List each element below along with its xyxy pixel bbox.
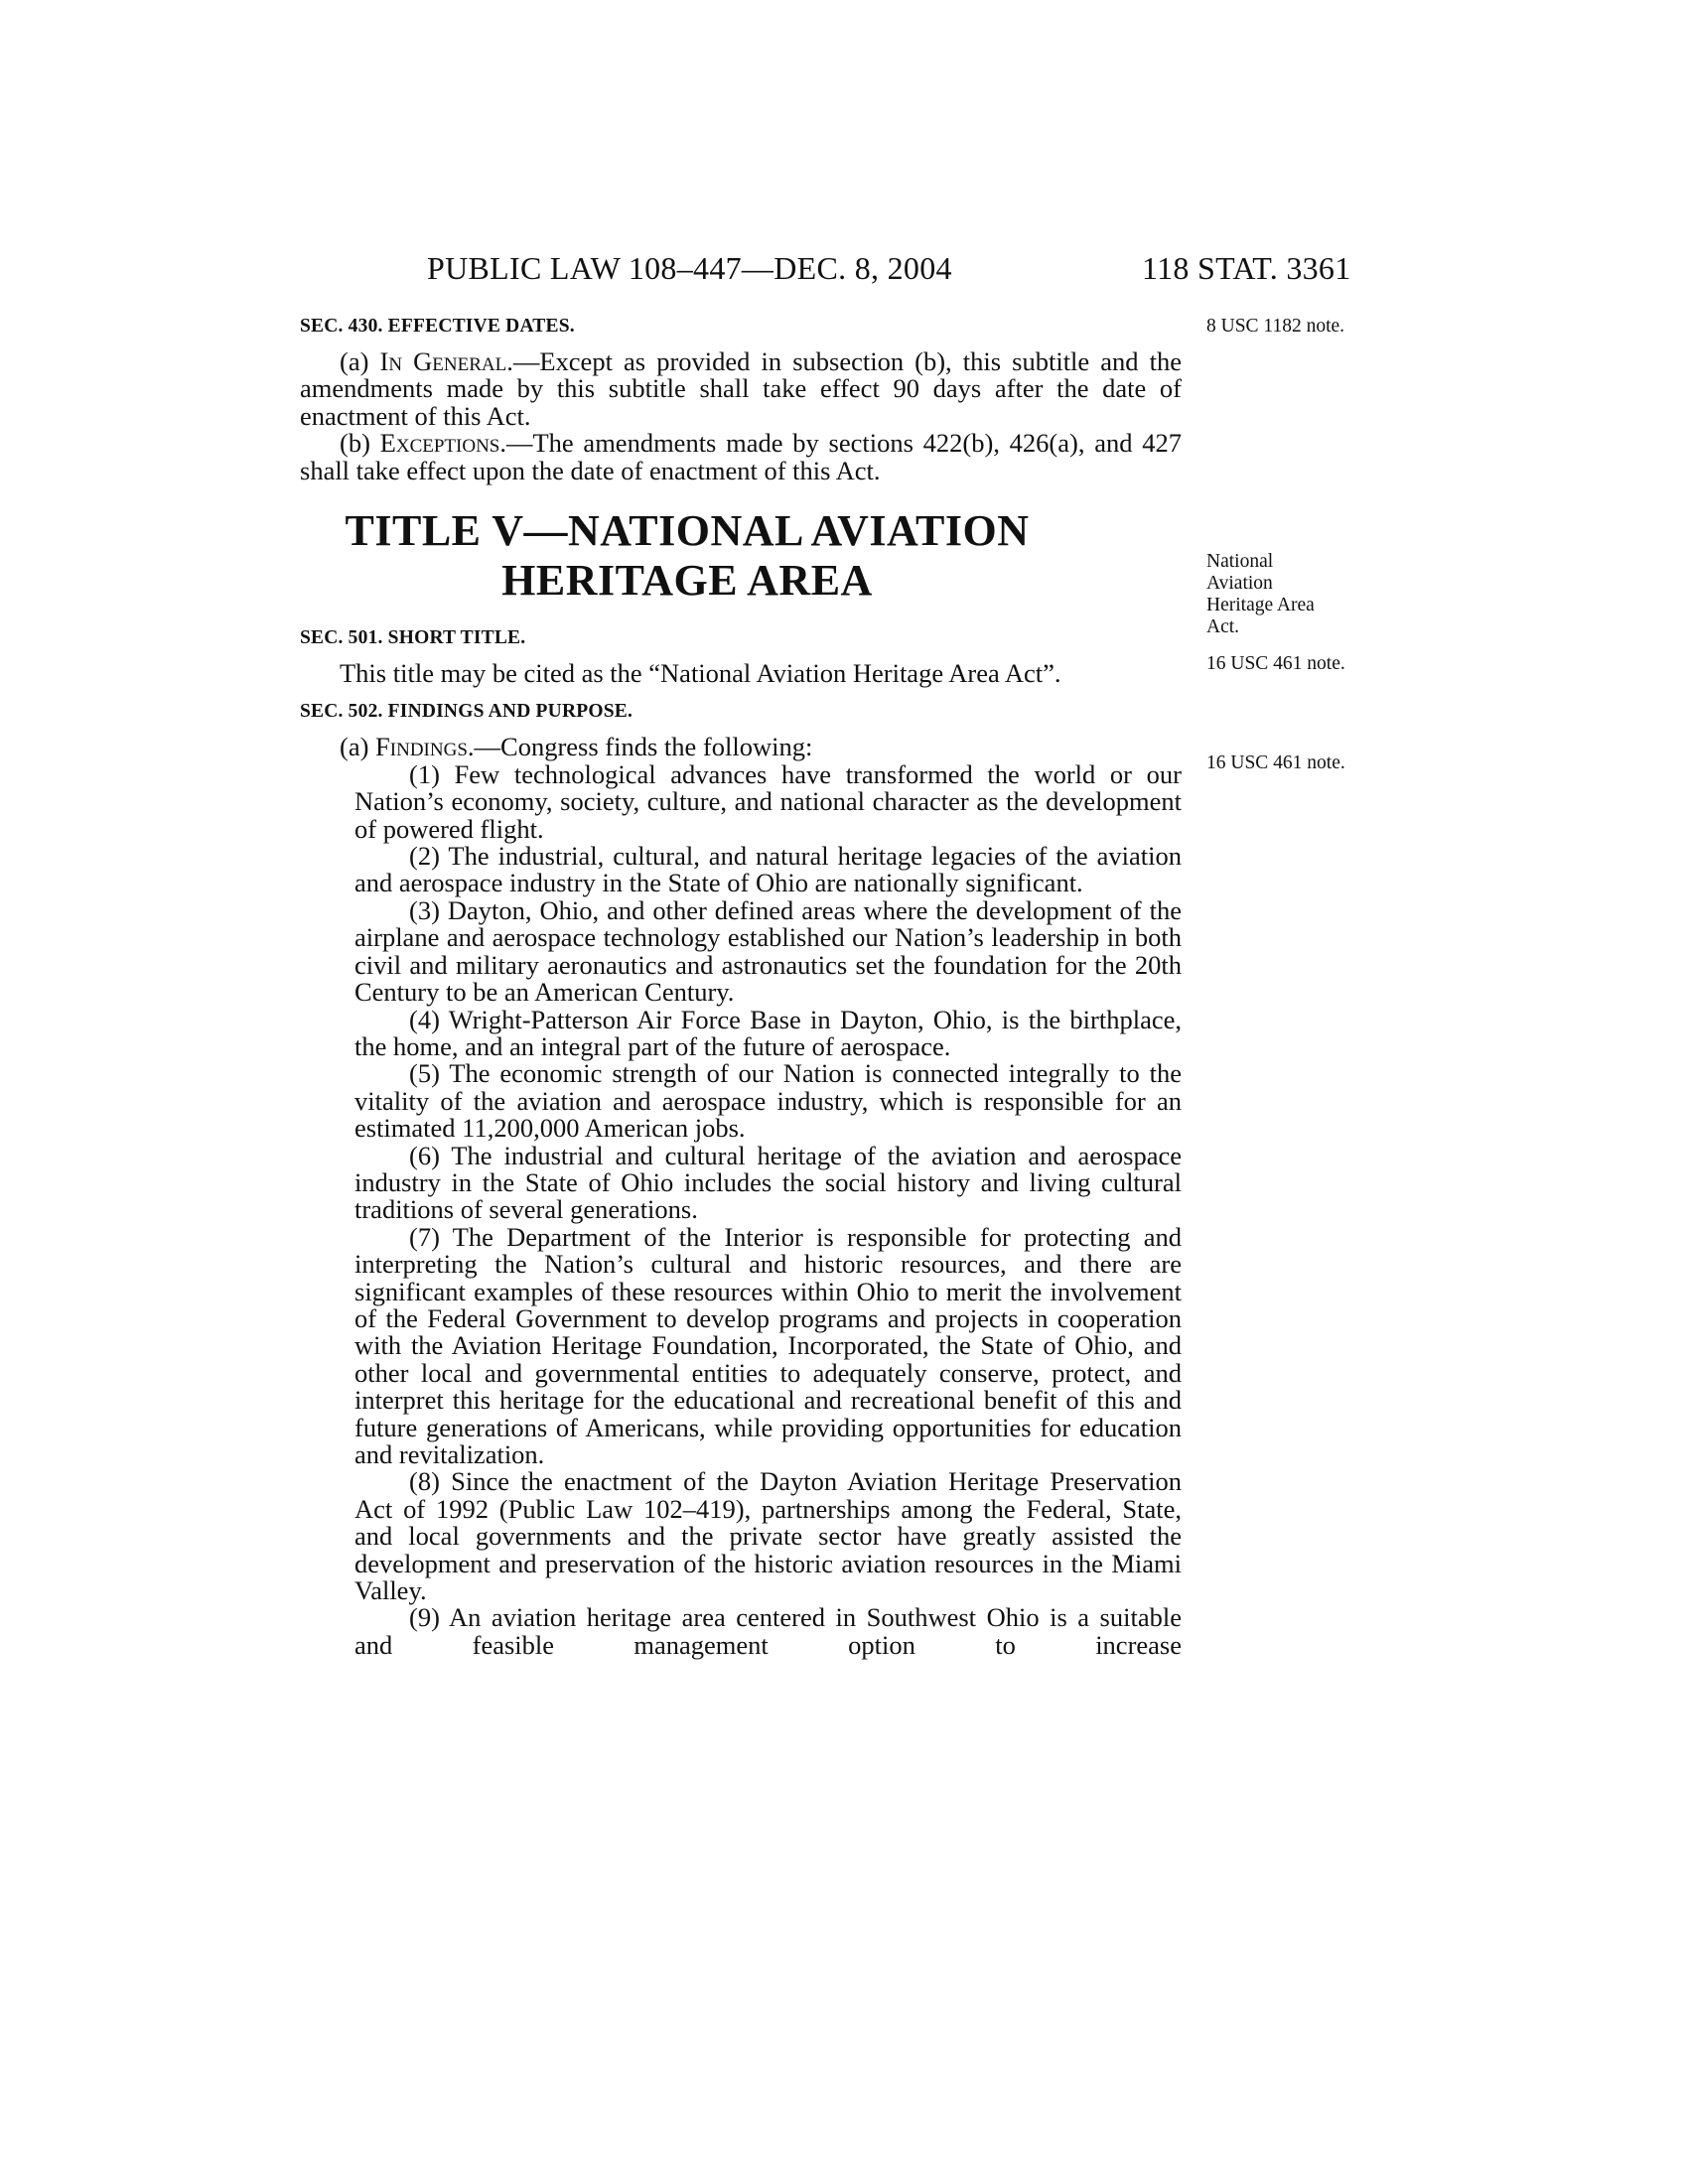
main-column: [300, 316, 1182, 1659]
finding-item: (2) The industrial, cultural, and natural heritage legacies of the aviation and aerospace industry in the State of Ohio are nationally significant.: [354, 841, 1182, 898]
paragraph-text: .—Except as provided in subsection (b), this subtitle and the amendments made by this subtitle shall take effect 90 days after the date of enactment of this Act.: [300, 346, 1182, 431]
title-heading: [300, 506, 1074, 606]
paragraph-caption: Findings: [375, 732, 468, 762]
paragraph-502-a: [300, 734, 1182, 760]
margin-note-line: Heritage Area: [1206, 595, 1315, 615]
running-head-stat: 118 STAT. 3361: [1142, 250, 1351, 286]
paragraph-text: .—Congress finds the following:: [467, 732, 813, 762]
margin-note-short-title: [1206, 551, 1405, 638]
finding-item: (5) The economic strength of our Nation is connected integrally to the vitality of the aviation and aerospace industry, which is responsible for an estimated 11,200,000 American jobs.: [354, 1058, 1182, 1144]
section-heading-502: SEC. 502. FINDINGS AND PURPOSE.: [300, 701, 633, 723]
finding-item: (4) Wright-Patterson Air Force Base in Dayton, Ohio, is the birthplace, the home, and an integral part of the future of aerospace.: [354, 1004, 1182, 1061]
finding-item: (3) Dayton, Ohio, and other defined areas where the development of the airplane and aerospace technology established our Nation’s leadership in both civil and military aeronautics and astronautics set the foundation for the 20th Century to be an American Century.: [354, 894, 1182, 1008]
running-head-law: PUBLIC LAW 108–447—DEC. 8, 2004: [427, 250, 952, 286]
finding-item: (6) The industrial and cultural heritage of the aviation and aerospace industry in the State of Ohio includes the social history and living cultural traditions of several generations.: [354, 1140, 1182, 1225]
paragraph-430-a: [300, 348, 1182, 430]
paragraph-label: (a): [340, 346, 380, 376]
section-heading-501: SEC. 501. SHORT TITLE.: [300, 627, 526, 649]
margin-note-line: Aviation: [1206, 573, 1273, 594]
finding-item: (7) The Department of the Interior is responsible for protecting and interpreting the Nation’s cultural and historic resources, and there are significant examples of these resources within Ohio to merit the involvement of the Federal Government to develop programs and projects in cooperation with the Aviation Heritage Foundation, Incorporated, the State of Ohio, and other local and governmental entities to adequately conserve, protect, and interpret this heritage for the educational and recreational benefit of this and future generations of Americans, while providing opportunities for education and revitalization.: [354, 1221, 1182, 1469]
paragraph-label: (a): [340, 732, 376, 762]
finding-item: (9) An aviation heritage area centered in Southwest Ohio is a suitable and feasible management option to increase: [354, 1602, 1182, 1660]
paragraph-501: This title may be cited as the “National Aviation Heritage Area Act”.: [340, 658, 1061, 689]
finding-item: (8) Since the enactment of the Dayton Aviation Heritage Preservation Act of 1992 (Public Law 102–419), partnerships among the Federal, State, and local governments and the private sector have greatly assisted the development and preservation of the historic aviation resources in the Miami Valley.: [354, 1466, 1182, 1606]
paragraph-text: .—The amendments made by sections 422(b), 426(a), and 427 shall take effect upon the date of enactment of this Act.: [300, 428, 1182, 485]
paragraph-430-b: [300, 430, 1182, 484]
title-line-1: TITLE V—NATIONAL AVIATION: [345, 506, 1030, 556]
margin-note-16usc461-a: 16 USC 461 note.: [1206, 653, 1345, 674]
paragraph-caption: Exceptions: [379, 428, 500, 459]
margin-note-line: National: [1206, 551, 1274, 572]
margin-note-8usc1182: 8 USC 1182 note.: [1206, 316, 1345, 337]
paragraph-caption: In General: [379, 346, 507, 376]
paragraph-label: (b): [340, 428, 380, 459]
title-line-2: HERITAGE AREA: [501, 556, 873, 606]
margin-note-16usc461-b: 16 USC 461 note.: [1206, 752, 1345, 773]
finding-item: (1) Few technological advances have transformed the world or our Nation’s economy, society, culture, and national character as the development of powered flight.: [354, 758, 1182, 844]
margin-note-line: Act.: [1206, 616, 1240, 637]
findings-list: [300, 758, 1182, 1660]
section-heading-430: SEC. 430. EFFECTIVE DATES.: [300, 316, 575, 337]
